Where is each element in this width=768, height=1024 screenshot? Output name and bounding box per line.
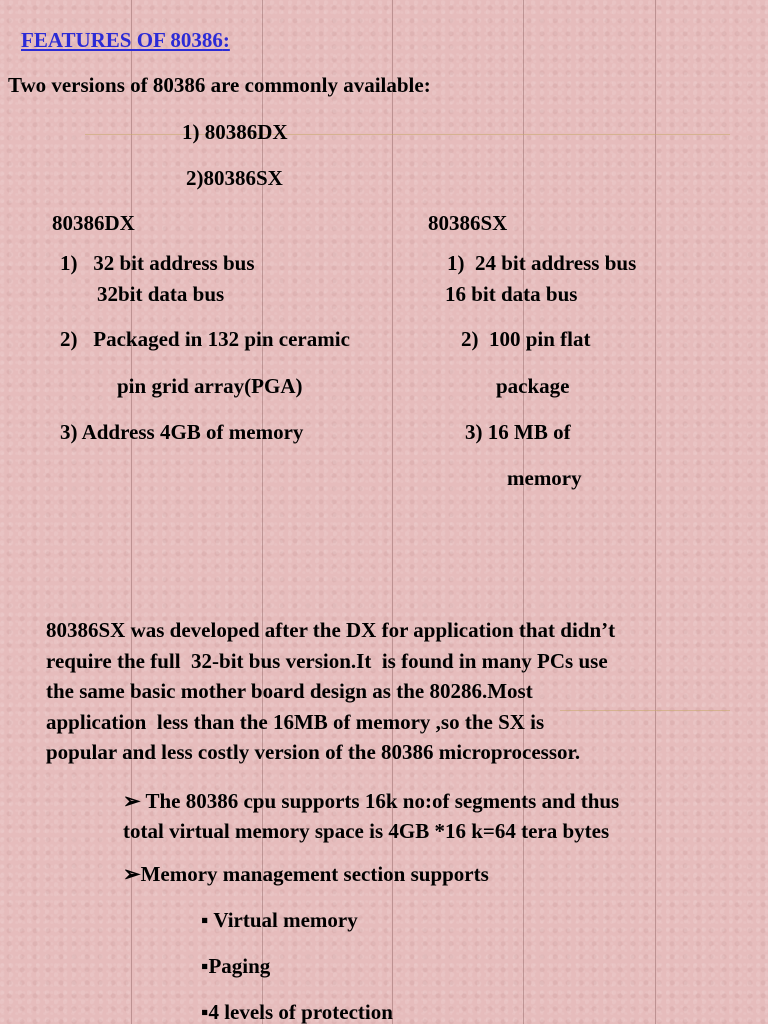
bullet-memory-management: ➢Memory management section supports — [123, 862, 489, 886]
version-item-sx: 2)80386SX — [186, 166, 283, 190]
dx-line: 32bit data bus — [97, 282, 225, 306]
dx-line: 3) Address 4GB of memory — [60, 420, 304, 444]
slide-title-text: FEATURES OF 80386 — [21, 28, 223, 52]
sx-line: package — [496, 374, 570, 398]
version-item-dx: 1) 80386DX — [182, 120, 288, 144]
slide-title-suffix: : — [222, 28, 230, 52]
bullet-line: total virtual memory space is 4GB *16 k=64 tera bytes — [123, 819, 610, 843]
paragraph-line: require the full 32-bit bus version.It is found in many PCs use — [46, 648, 608, 673]
sub-bullet-protection: ▪4 levels of protection — [201, 1000, 393, 1024]
dx-line: pin grid array(PGA) — [117, 374, 303, 398]
sub-bullet-paging: ▪Paging — [201, 954, 271, 978]
sx-line: 1) 24 bit address bus — [447, 251, 637, 275]
dx-line: 2) Packaged in 132 pin ceramic — [60, 327, 350, 351]
paragraph-line: popular and less costly version of the 80386 microprocessor. — [46, 740, 581, 764]
sub-bullet-virtual-memory: ▪ Virtual memory — [201, 908, 358, 932]
background-rule-vertical — [523, 0, 524, 1024]
bullet-segments — [123, 786, 619, 846]
description-paragraph — [46, 615, 761, 768]
dx-line: 1) 32 bit address bus — [60, 251, 255, 275]
paragraph-line: the same basic mother board design as the 80286.Most — [46, 679, 533, 703]
intro-text: Two versions of 80386 are commonly available: — [8, 73, 431, 97]
sx-heading: 80386SX — [428, 211, 508, 235]
paragraph-line: 80386SX was developed after the DX for application that didn’t — [46, 618, 616, 642]
sx-line: 2) 100 pin flat — [461, 327, 591, 351]
background-rule-vertical — [655, 0, 656, 1024]
sx-line: 16 bit data bus — [445, 282, 578, 306]
bullet-line: ➢ The 80386 cpu supports 16k no:of segments and thus — [123, 789, 620, 813]
dx-heading: 80386DX — [52, 211, 135, 235]
sx-line: 3) 16 MB of — [465, 420, 571, 444]
paragraph-line: application less than the 16MB of memory ,so the SX is — [46, 709, 545, 734]
slide-title — [21, 29, 230, 51]
sx-line: memory — [507, 466, 582, 490]
